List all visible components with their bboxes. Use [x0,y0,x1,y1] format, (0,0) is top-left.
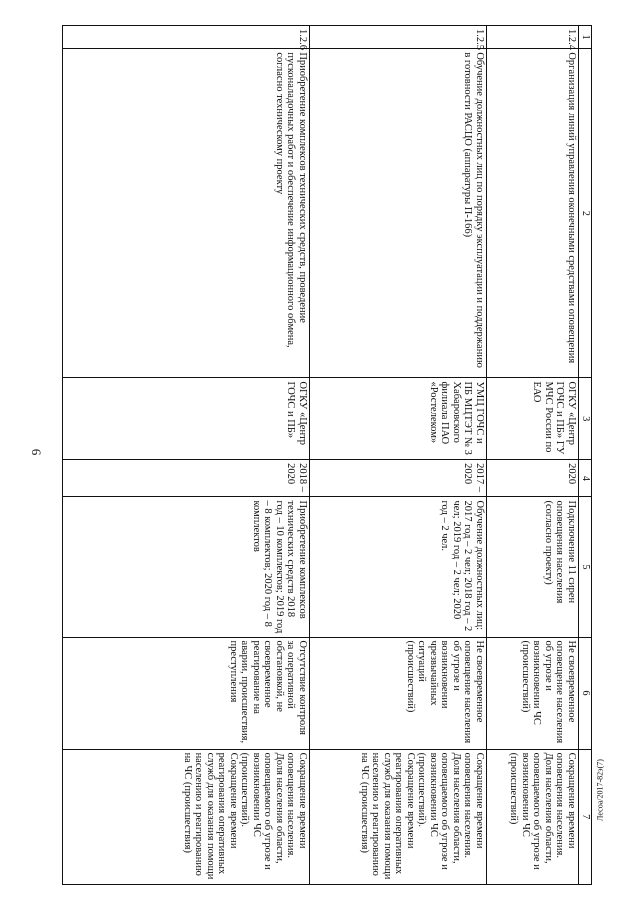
measure-cell: Обучение должностных лиц по порядку эксплуатации и поддержанию в готовности РАСЦО (аппаратуры П-166) [310,49,487,378]
result-cell: Подключение 11 сирен оповещения населения (согласно проекту) [487,497,579,637]
executor-cell: УМЦ ГОЧС и ПБ МЦТЭТ № 3 Хабаровского филиала ПАО «Ростелеком» [310,378,487,460]
column-header-4: 4 [579,460,592,497]
period-cell: 2017 – 2020 [310,460,487,497]
table-row [310,26,487,885]
row-number: 1.2.5 [310,26,487,49]
column-header-6: 6 [579,637,592,749]
measures-table-container [62,25,592,885]
measure-cell: Приобретение комплексов технических средств, проведение пусконаладочных работ и обеспечение информационного обмена, согласно техническому проекту [63,49,310,378]
column-header-2: 2 [579,49,592,378]
result-cell: Обучение должностных лиц: 2017 год – 2 чел; 2018 год – 2 чел; 2019 год – 2 чел; 2020 год – 2 чел. [310,497,487,637]
indicator-cell: Сокращение времени оповещения населения. Доля населения области, оповещаемого об угрозе и возникновении ЧС (происшествий). Сокращение времени реагирования оперативных служб для оказания помощи населению и реагированию на ЧС (происшествия) [63,749,310,884]
table-row [63,26,310,885]
period-cell: 2020 [487,460,579,497]
measure-cell: Организация линий управления оконечными средствами оповещения [487,49,579,378]
table-header-row [579,26,592,885]
executor-cell: ОГКУ «Центр ГОЧС и ПБ» ГУ МЧС России по ЕАО [487,378,579,460]
period-cell: 2018 – 2020 [63,460,310,497]
measures-table [62,25,592,885]
row-number: 1.2.4 [487,26,579,49]
table-row [487,26,579,885]
column-header-3: 3 [579,378,592,460]
executor-cell: ОГКУ «Центр ГОЧС и ПБ» [63,378,310,460]
column-header-1: 1 [579,26,592,49]
column-header-5: 5 [579,497,592,637]
result-cell: Приобретение комплексов технических средств 2018 год – 10 комплектов; 2019 год – 8 комплектов; 2020 год – 8 комплектов [63,497,310,637]
page-number: 6 [29,448,44,456]
column-header-7: 7 [579,749,592,884]
footer-document-code: Лесоа/2017-82э(7) [595,759,605,821]
consequence-cell: Отсутствие контроля за оперативной обстановкой, не своевременное реагирование на аварии, происшествия, преступления [63,637,310,749]
indicator-cell: Сокращение времени оповещения населения. Доля населения области, оповещаемого об угрозе и возникновении ЧС (происшествий) [487,749,579,884]
indicator-cell: Сокращение времени оповещения населения. Доля населения области, оповещаемого об угрозе и возникновении ЧС (происшествий). Сокращение времени реагирования оперативных служб для оказания помощи населению и реагированию на ЧС (происшествия) [310,749,487,884]
consequence-cell: Не своевременное оповещение населения об угрозе и возникновении ЧС (происшествий) [487,637,579,749]
row-number: 1.2.6 [63,26,310,49]
consequence-cell: Не своевременное оповещение населения об угрозе и возникновении чрезвычайных ситуаций (происшествий) [310,637,487,749]
